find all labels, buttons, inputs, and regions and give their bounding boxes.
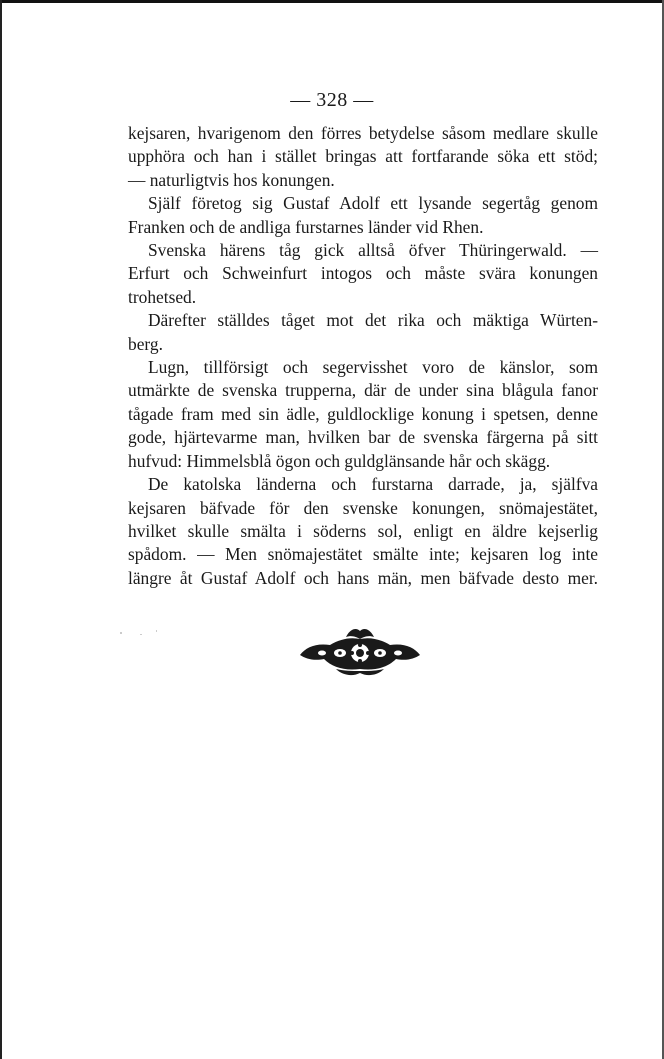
text-line: berg. xyxy=(128,333,163,354)
text-line: kejsaren bäfvade för den svenske konungen, snömajestätet, xyxy=(128,497,598,518)
text-line: Franken och de andliga furstarnes länder vid Rhen. xyxy=(128,216,484,237)
body-text xyxy=(128,122,598,590)
page-border-left xyxy=(0,0,2,1059)
text-line: spådom. — Men snömajestätet smälte inte; kejsaren log inte xyxy=(128,544,598,565)
text-line: trohetsed. xyxy=(128,286,197,307)
paper-speck xyxy=(140,634,142,635)
page-border-top xyxy=(0,0,664,3)
text-line: Erfurt och Schweinfurt intogos och måste svära konungen xyxy=(128,263,598,284)
text-line: upphöra och han i stället bringas att fortfarande söka ett stöd; xyxy=(128,146,598,167)
text-line: gode, hjärtevarme man, hvilken bar de svenska färgerna på sitt xyxy=(128,427,598,448)
text-line: Svenska härens tåg gick alltså öfver Thüringerwald. — xyxy=(148,240,598,261)
paper-speck xyxy=(156,630,157,632)
text-line: Lugn, tillförsigt och segervisshet voro de känslor, som xyxy=(148,357,598,378)
page-number: — 328 — xyxy=(290,89,374,111)
text-line: Själf företog sig Gustaf Adolf ett lysande segertåg genom xyxy=(148,193,598,214)
text-line: utmärkte de svenska trupperna, där de under sina blågula fanor xyxy=(128,380,598,401)
text-line: De katolska länderna och furstarna darrade, ja, själfva xyxy=(148,474,598,495)
text-line: — naturligtvis hos konungen. xyxy=(128,169,335,190)
floral-ornament-icon xyxy=(296,625,424,679)
text-line: hvilket skulle smälta i söderns sol, enligt en äldre kejserlig xyxy=(128,520,598,541)
text-line: Därefter ställdes tåget mot det rika och mäktiga Würten- xyxy=(148,310,598,331)
text-line: längre åt Gustaf Adolf och hans män, men bäfvade desto mer. xyxy=(128,567,598,588)
paper-speck xyxy=(120,632,122,634)
text-line: hufvud: Himmelsblå ögon och guldglänsande hår och skägg. xyxy=(128,450,551,471)
text-line: tågade fram med sin ädle, guldlocklige konung i spetsen, denne xyxy=(128,403,598,424)
text-line: kejsaren, hvarigenom den förres betydelse såsom medlare skulle xyxy=(128,123,598,143)
